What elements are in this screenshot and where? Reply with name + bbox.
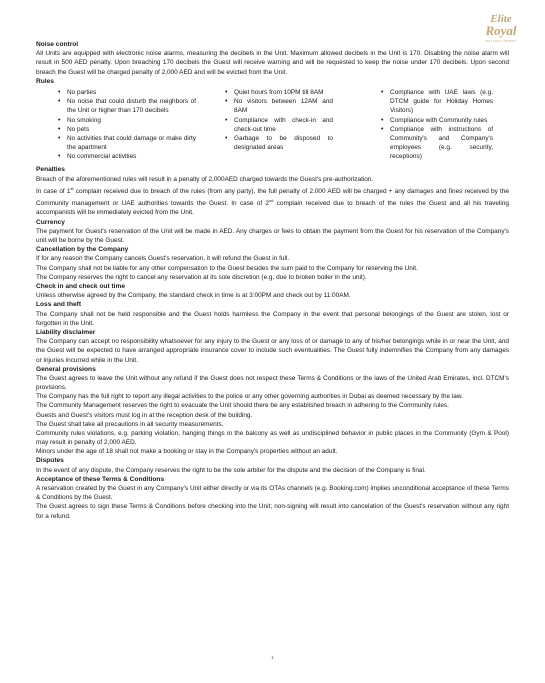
page-number: 1 (271, 655, 274, 660)
paragraph: A reservation created by the Guest in any Company's Unit either directly or via its OTAs channels (e.g. Booking.com) implies unconditional acceptance of these Terms & Conditions by the Guest. (36, 485, 509, 502)
paragraph: Unless otherwise agreed by the Company, the standard check in time is at 3:00PM and check out by 11:00AM. (36, 292, 351, 300)
paragraph: Guests and Guest's visitors must log in at the reception desk of the building. (36, 411, 253, 419)
paragraph: The Company can accept no responsibility whatsoever for any injury to the Guest or any loss of or damage to any of his/her belongings while in or near the Unit, and the Guest will be expected to have arranged appropriate insurance cover to include such eventualities. The Guest fully indemnifies the Company from any damages or injuries incurred while in the Unit. (36, 338, 509, 364)
rule-item: • No commercial activities (56, 152, 196, 161)
section-penalties (36, 165, 509, 217)
section-cancellation (36, 245, 509, 282)
rules-column-1 (56, 88, 196, 161)
section-heading: Penalties (36, 166, 65, 174)
section-acceptance (36, 475, 509, 521)
rule-item: • Garbage to be disposed to designated areas (223, 134, 333, 152)
rule-item: • No smoking (56, 116, 196, 125)
rule-item: • Quiet hours from 10PM till 8AM (223, 88, 333, 97)
rules-columns (36, 88, 509, 161)
section-heading: Cancellation by the Company (36, 246, 129, 254)
section-heading: Acceptance of these Terms & Conditions (36, 475, 165, 483)
section-heading: Rules (36, 77, 54, 85)
section-currency (36, 218, 509, 246)
section-noise-control (36, 40, 509, 77)
document-body (36, 40, 509, 521)
paragraph: The Company reserves the right to cancel any reservation at its sole discretion (e.g. due to broken boiler in the unit). (36, 273, 367, 281)
rule-item: • Compliance with UAE laws (e.g. DTCM guide for Holiday Homes Visitors) (379, 88, 493, 115)
section-general-provisions (36, 365, 509, 457)
text-run: complain received due to breach of the rules (from any party), the full penalty of 2,000 AED will be charged + any damages and fines received by the Community management or UAE authorities towards the Guest. In case of 2 (36, 187, 509, 208)
paragraph: All Units are equipped with electronic noise alarms, measuring the decibels in the Unit. Maximum allowed decibels in the Unit is 170. Disabling the noise alarm will result in 500 AED penalty. Upon breaching 170 decibels the Guest will receive warning and will be requested to keep the noise under 170 decibels. Upon second breach the Guest will be charged penalty of 2,000 AED and will be evicted from the Unit. (36, 50, 509, 76)
rule-item: • No activities that could damage or make dirty the apartment (56, 134, 196, 152)
text-run: In case of 1 (36, 187, 71, 195)
logo-line-3: HOLIDAY HOMES (485, 39, 517, 43)
paragraph: Breach of the aforementioned rules will result in a penalty of 2,000AED charged towards the Guest's pre-authorization. (36, 175, 374, 183)
paragraph: The Community Management reserves the right to evacuate the Unit should there be any established breach in adhering to the Community rules. (36, 402, 449, 410)
rules-column-3 (379, 88, 493, 161)
section-heading: Currency (36, 218, 65, 226)
paragraph: If for any reason the Company cancels Guest's reservation, it will refund the Guest in full. (36, 255, 290, 263)
rule-item: • Compliance with check-in and check-out time (223, 116, 333, 134)
section-heading: Loss and theft (36, 301, 82, 309)
section-heading: Noise control (36, 41, 79, 48)
paragraph: In the event of any dispute, the Company reserves the right to be the sole arbiter for the dispute and the decision of the Company is final. (36, 466, 426, 474)
rule-item: • Compliance with instructions of Community's and Company's employees (e.g. security, receptions) (379, 125, 493, 162)
paragraph: Community rules violations, e.g. parking violation, hanging things in the balcony as well as undisciplined behavior in public places in the Community (Gym & Pool) may result in penalty of 2,000 AED. (36, 429, 509, 447)
paragraph: The Guest agrees to leave the Unit without any refund if the Guest does not respect these Terms & Conditions or the laws of the United Arab Emirates, incl. DTCM's provisions. (36, 375, 509, 392)
section-loss-theft (36, 300, 509, 328)
rule-item: • No noise that could disturb the neighbors of the Unit or higher than 170 decibels (56, 97, 196, 115)
rule-item: • Compliance with Community rules (379, 116, 493, 125)
paragraph: The Guest agrees to sign these Terms & Conditions before checking into the Unit; non-signing will result into cancelation of the Guest's reservation without any right for a refund. (36, 503, 509, 520)
logo-line-2: Royal (485, 23, 517, 38)
section-liability (36, 328, 509, 365)
paragraph: Minors under the age of 18 shall not make a booking or stay in the Company's properties without an adult. (36, 448, 338, 456)
paragraph: The Company shall not be held responsible and the Guest holds harmless the Company in the event that personal belongings of the Guest are stolen, lost or forgotten in the Unit. (36, 310, 509, 327)
rule-item: • No parties (56, 88, 196, 97)
section-heading: Check in and check out time (36, 282, 126, 290)
text-run: complain received due to breach of the rules the Guest and all his traveling accompanists will be immediately evicted from the Unit. (36, 200, 509, 217)
paragraph: The payment for Guest's reservation of the Unit will be made in AED. Any charges or fees to obtain the payment from the Guest for his reservation of the Company's unit will be borne by the Guest. (36, 227, 509, 244)
paragraph: The Guest shall take all precautions in all security measurements. (36, 420, 224, 428)
rule-item: • No visitors between 12AM and 8AM (223, 97, 333, 115)
section-disputes (36, 456, 509, 474)
section-rules (36, 77, 509, 162)
paragraph (36, 184, 509, 218)
paragraph: The Company shall not be liable for any other compensation to the Guest besides the sum paid to the Company for reserving the Unit. (36, 264, 418, 272)
section-heading: General provisions (36, 365, 96, 373)
rule-item: • No pets (56, 125, 196, 134)
paragraph: The Company has the full right to report any illegal activities to the police or any other governing authorities in Dubai as deemed necessary by the law. (36, 393, 463, 401)
ordinal-suffix: st (70, 185, 74, 191)
section-check-in-out (36, 282, 509, 300)
section-heading: Disputes (36, 457, 64, 465)
rules-column-2 (223, 88, 333, 161)
section-heading: Liability disclaimer (36, 328, 96, 336)
logo-line-1: Elite (490, 13, 512, 25)
ordinal-suffix: nd (268, 198, 274, 204)
